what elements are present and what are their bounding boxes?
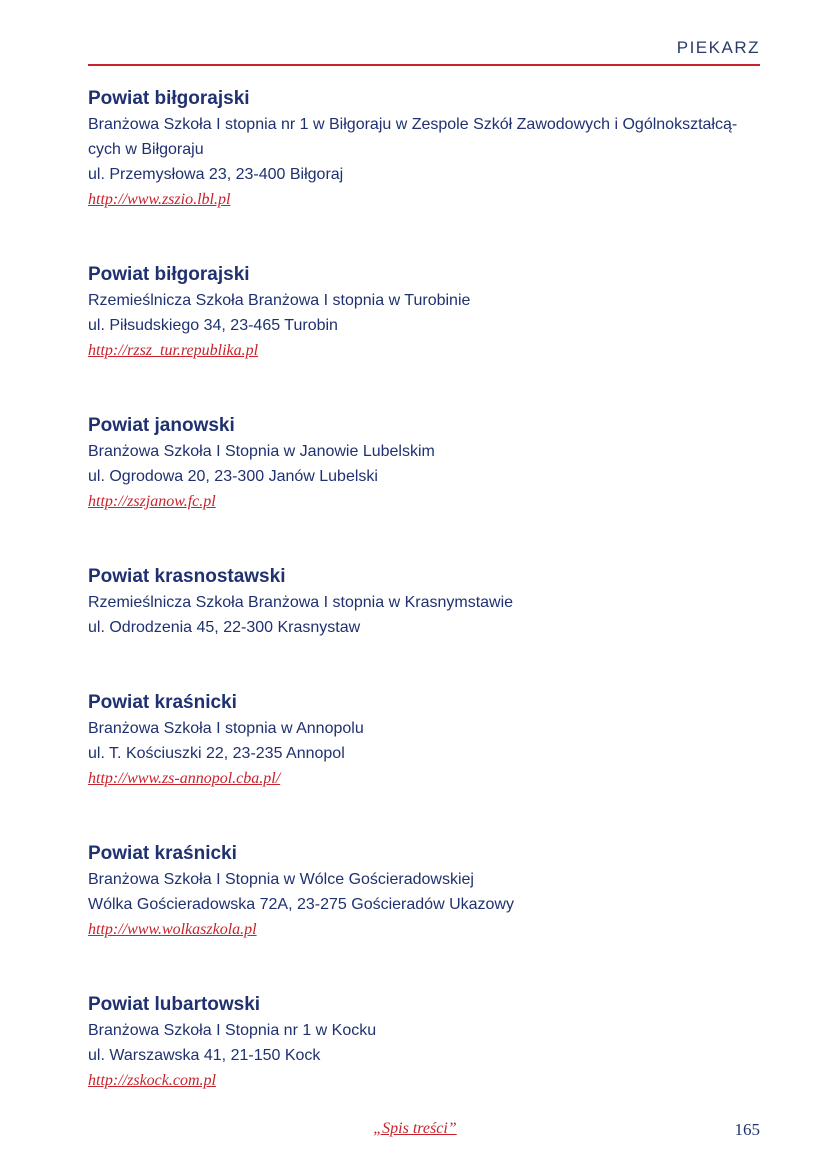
school-name: Rzemieślnicza Szkoła Branżowa I stopnia w Turobinie (88, 292, 471, 309)
district-title: Powiat krasnostawski (88, 566, 286, 587)
school-entry (88, 690, 760, 791)
school-list (88, 86, 760, 1093)
header-divider (88, 64, 760, 66)
school-address: ul. Piłsudskiego 34, 23-465 Turobin (88, 317, 338, 334)
school-entry (88, 413, 760, 514)
school-website-link[interactable]: http://www.zs-annopol.cba.pl/ (88, 770, 281, 787)
school-entry (88, 262, 760, 363)
school-website-link[interactable]: http://zszjanow.fc.pl (88, 493, 216, 510)
district-title: Powiat biłgorajski (88, 88, 250, 109)
school-name: Branżowa Szkoła I Stopnia w Janowie Lubelskim (88, 443, 435, 460)
table-of-contents-link[interactable]: „Spis treści” (373, 1120, 457, 1137)
school-address: ul. Odrodzenia 45, 22-300 Krasnystaw (88, 619, 361, 636)
school-website-link[interactable]: http://www.zszio.lbl.pl (88, 191, 231, 208)
school-address: ul. Warszawska 41, 21-150 Kock (88, 1047, 321, 1064)
school-entry (88, 564, 760, 640)
district-title: Powiat kraśnicki (88, 692, 237, 713)
school-name: Rzemieślnicza Szkoła Branżowa I stopnia w Krasnymstawie (88, 594, 514, 611)
school-name: Branżowa Szkoła I Stopnia w Wólce Gościeradowskiej (88, 871, 474, 888)
school-website-link[interactable]: http://www.wolkaszkola.pl (88, 921, 257, 938)
school-website-link[interactable]: http://rzsz_tur.republika.pl (88, 342, 259, 359)
school-address: ul. Ogrodowa 20, 23-300 Janów Lubelski (88, 468, 378, 485)
district-title: Powiat lubartowski (88, 994, 261, 1015)
school-entry (88, 992, 760, 1093)
school-name: Branżowa Szkoła I stopnia nr 1 w Biłgoraju w Zespole Szkół Zawodowych i Ogólnokształcą- (88, 116, 738, 133)
district-title: Powiat janowski (88, 415, 235, 436)
page-number: 165 (734, 1120, 760, 1139)
school-address: ul. Przemysłowa 23, 23-400 Biłgoraj (88, 166, 344, 183)
school-address: ul. T. Kościuszki 22, 23-235 Annopol (88, 745, 345, 762)
school-name: Branżowa Szkoła I Stopnia nr 1 w Kocku (88, 1022, 377, 1039)
school-entry (88, 841, 760, 942)
district-title: Powiat kraśnicki (88, 843, 237, 864)
school-name-cont: cych w Biłgoraju (88, 141, 204, 158)
school-entry (88, 86, 760, 212)
district-title: Powiat biłgorajski (88, 264, 250, 285)
school-website-link[interactable]: http://zskock.com.pl (88, 1072, 216, 1089)
school-name: Branżowa Szkoła I stopnia w Annopolu (88, 720, 364, 737)
school-address: Wólka Gościeradowska 72A, 23-275 Gościeradów Ukazowy (88, 896, 514, 913)
page-header-title: PIEKARZ (676, 38, 760, 57)
